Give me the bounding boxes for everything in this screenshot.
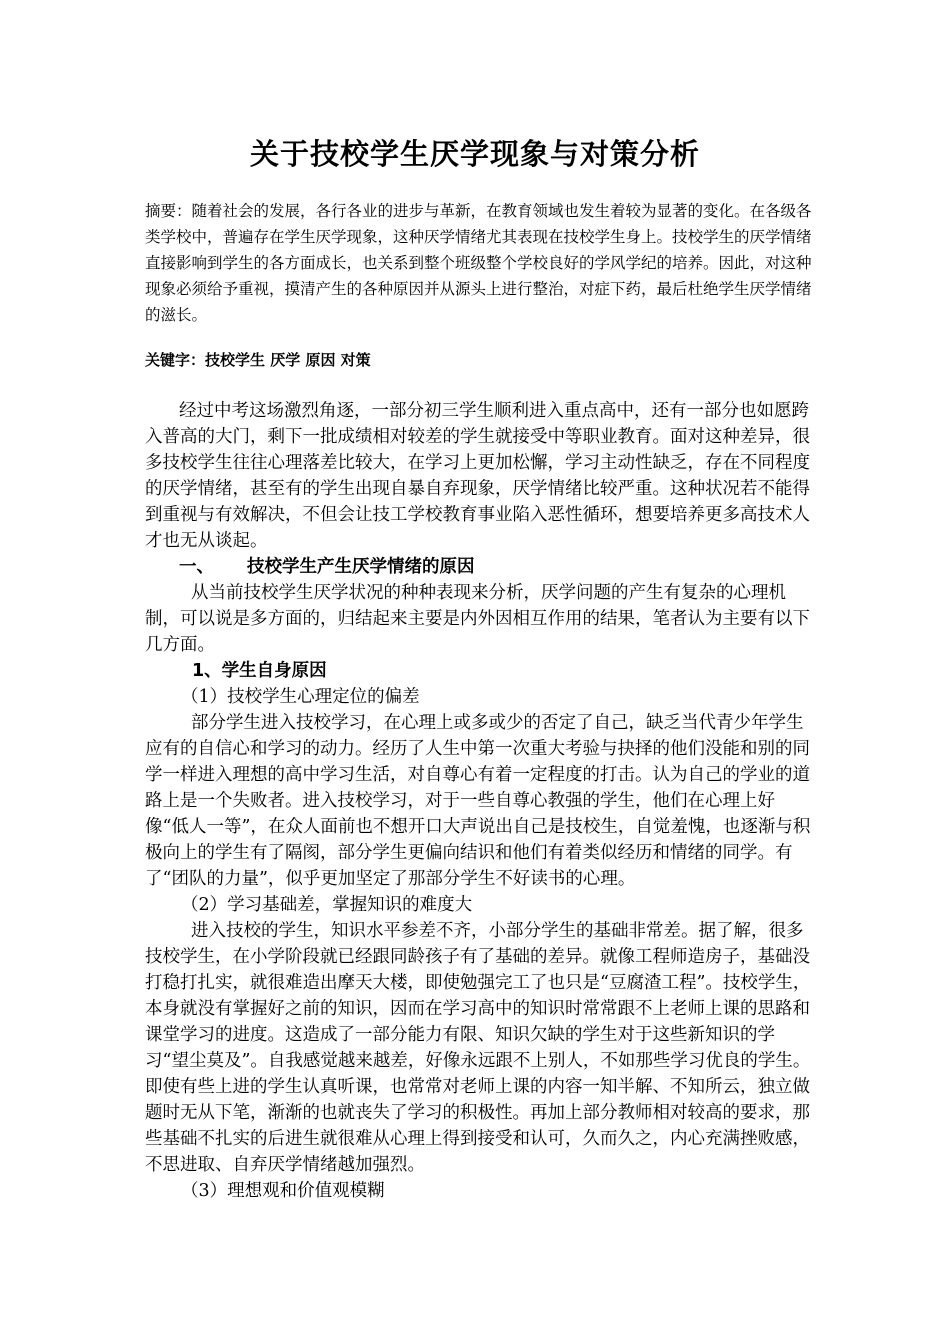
item-heading-2: （2）学习基础差，掌握知识的难度大 bbox=[181, 895, 473, 915]
section-intro-paragraph: 从当前技校学生厌学状况的种种表现来分析，厌学问题的产生有复杂的心理机制，可以说是多方面的，归结起来主要是内外因相互作用的结果，笔者认为主要有以下几方面。 bbox=[145, 583, 810, 655]
section-number: 一、 bbox=[179, 557, 214, 577]
section-title: 技校学生产生厌学情绪的原因 bbox=[247, 557, 475, 577]
document-title: 关于技校学生厌学现象与对策分析 bbox=[249, 137, 700, 171]
abstract-block bbox=[145, 198, 817, 328]
abstract-text: 摘要：随着社会的发展，各行各业的进步与革新，在教育领域也发生着较为显著的变化。在各级各类学校中，普遍存在学生厌学现象，这种厌学情绪尤其表现在技校学生身上。技校学生的厌学情绪直接影响到学生的各方面成长，也关系到整个班级整个学校良好的学风学纪的培养。因此，对这种现象必须给予重视，摸清产生的各种原因并从源头上进行整治，对症下药，最后杜绝学生厌学情绪的滋长。 bbox=[145, 202, 812, 324]
item-heading-1: （1）技校学生心理定位的偏差 bbox=[181, 687, 420, 707]
intro-paragraph: 经过中考这场激烈角逐，一部分初三学生顺利进入重点高中，还有一部分也如愿跨入普高的大门，剩下一批成绩相对较差的学生就接受中等职业教育。面对这种差异，很多技校学生往往心理落差比较大，在学习上更加松懈，学习主动性缺乏，存在不同程度的厌学情绪，甚至有的学生出现自暴自弃现象，厌学情绪比较严重。这种状况若不能得到重视与有效解决，不但会让技工学校教育事业陷入恶性循环，想要培养更多高技术人才也无从谈起。 bbox=[145, 401, 810, 551]
body-text bbox=[145, 398, 817, 1204]
subsection-heading: 1、学生自身原因 bbox=[192, 661, 327, 681]
item-heading-3: （3）理想观和价值观模糊 bbox=[181, 1181, 385, 1201]
item-paragraph-2: 进入技校的学生，知识水平参差不齐，小部分学生的基础非常差。据了解，很多技校学生，在小学阶段就已经跟同龄孩子有了基础的差异。就像工程师造房子，基础没打稳打扎实，就很难造出摩天大楼，即使勉强完工了也只是“豆腐渣工程”。技校学生，本身就没有掌握好之前的知识，因而在学习高中的知识时常常跟不上老师上课的思路和课堂学习的进度。这造成了一部分能力有限、知识欠缺的学生对于这些新知识的学习“望尘莫及”。自我感觉越来越差，好像永远跟不上别人，不如那些学习优良的学生。即使有些上进的学生认真听课，也常常对老师上课的内容一知半解、不知所云，独立做题时无从下笔，渐渐的也就丧失了学习的积极性。再加上部分教师相对较高的要求，那些基础不扎实的后进生就很难从心理上得到接受和认可，久而久之，内心充满挫败感，不思进取、自弃厌学情绪越加强烈。 bbox=[145, 921, 811, 1175]
section-heading bbox=[145, 554, 817, 580]
keywords-line: 关键字：技校学生 厌学 原因 对策 bbox=[145, 351, 371, 369]
item-paragraph-1: 部分学生进入技校学习，在心理上或多或少的否定了自己，缺乏当代青少年学生应有的自信心和学习的动力。经历了人生中第一次重大考验与抉择的他们没能和别的同学一样进入理想的高中学习生活，对自尊心有着一定程度的打击。认为自己的学业的道路上是一个失败者。进入技校学习，对于一些自尊心教强的学生，他们在心理上好像“低人一等”，在众人面前也不想开口大声说出自己是技校生，自觉羞愧，也逐渐与积极向上的学生有了隔阂，部分学生更偏向结识和他们有着类似经历和情绪的同学。有了“团队的力量”，似乎更加坚定了那部分学生不好读书的心理。 bbox=[145, 713, 811, 889]
